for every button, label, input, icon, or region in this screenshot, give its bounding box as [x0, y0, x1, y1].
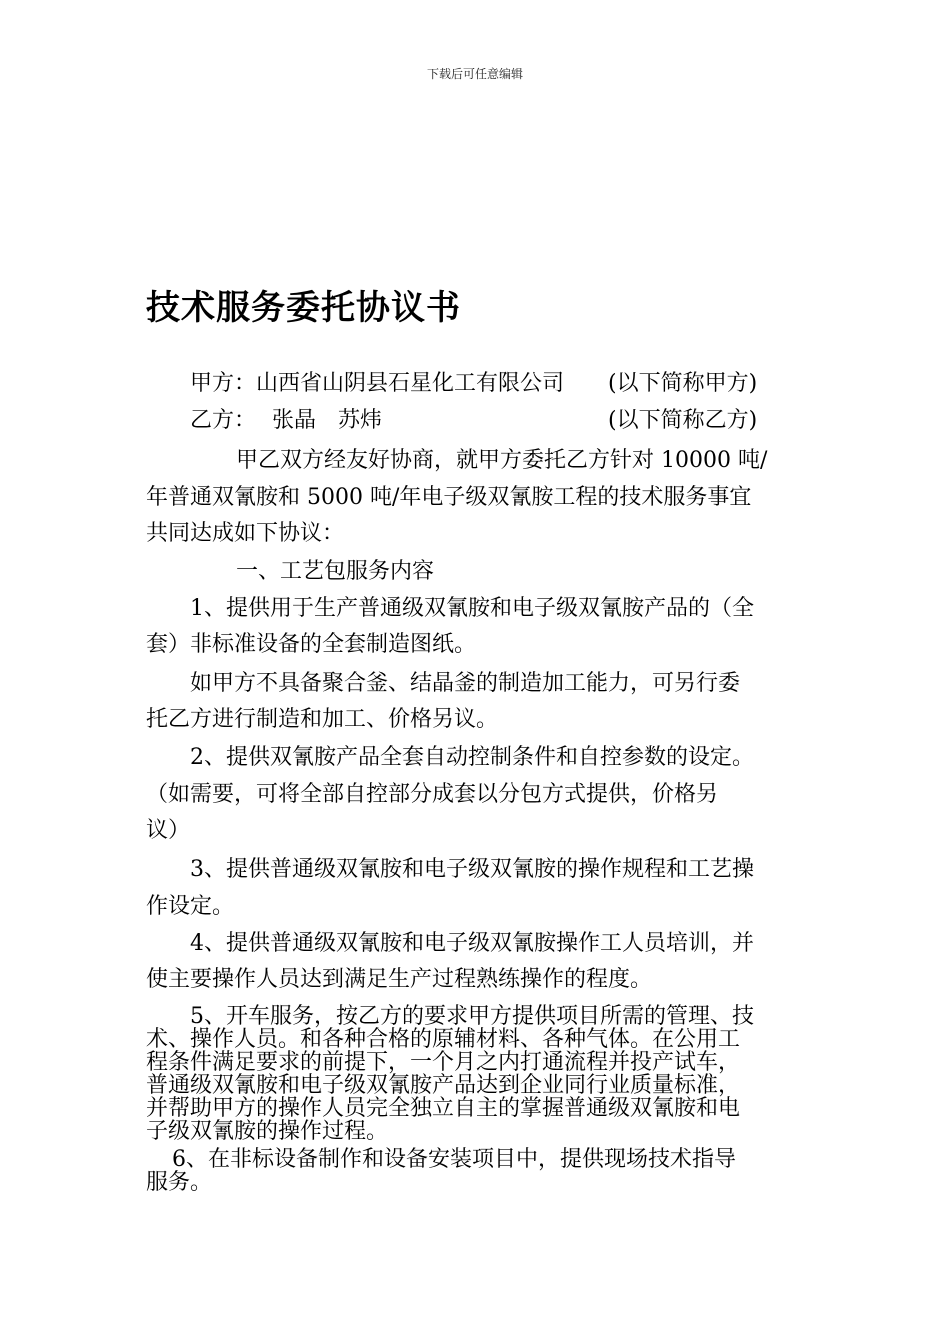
- party-b-label: 乙方：: [190, 408, 257, 433]
- item-1-line: 套）非标准设备的全套制造图纸。: [146, 632, 477, 657]
- item-5-line: 并帮助甲方的操作人员完全独立自主的掌握普通级双氰胺和电: [146, 1096, 741, 1121]
- item-4-line: 4、提供普通级双氰胺和电子级双氰胺操作工人员培训，并: [190, 931, 754, 956]
- item-2-line: （如需要，可将全部自控部分成套以分包方式提供，价格另: [146, 782, 719, 807]
- item-5-line: 程条件满足要求的前提下，一个月之内打通流程并投产试车，: [146, 1050, 741, 1075]
- item-5-line: 普通级双氰胺和电子级双氰胺产品达到企业同行业质量标准，: [146, 1073, 741, 1098]
- section-1-heading: 一、工艺包服务内容: [236, 559, 435, 584]
- item-6-line: 6、在非标设备制作和设备安装项目中，提供现场技术指导: [172, 1147, 736, 1172]
- item-2-line: 2、提供双氰胺产品全套自动控制条件和自控参数的设定。: [190, 745, 754, 770]
- intro-line: 甲乙双方经友好协商，就甲方委托乙方针对 10000 吨/: [236, 448, 768, 473]
- document-title: 技术服务委托协议书: [146, 288, 461, 328]
- item-5-line: 5、开车服务，按乙方的要求甲方提供项目所需的管理、技: [190, 1004, 754, 1029]
- party-b-alias: (以下简称乙方): [608, 408, 758, 433]
- item-1-line: 1、提供用于生产普通级双氰胺和电子级双氰胺产品的（全: [190, 596, 754, 621]
- item-1-note-line: 如甲方不具备聚合釜、结晶釜的制造加工能力，可另行委: [190, 671, 741, 696]
- item-1-note-line: 托乙方进行制造和加工、价格另议。: [146, 707, 499, 732]
- item-3-line: 作设定。: [146, 894, 235, 919]
- item-6-line: 服务。: [146, 1170, 213, 1195]
- header-watermark: 下载后可任意编辑: [426, 67, 523, 81]
- party-b-names: 张晶 苏炜: [272, 408, 383, 433]
- intro-line: 共同达成如下协议：: [146, 521, 345, 546]
- party-a-alias: (以下简称甲方): [608, 371, 758, 396]
- item-4-line: 使主要操作人员达到满足生产过程熟练操作的程度。: [146, 967, 653, 992]
- item-3-line: 3、提供普通级双氰胺和电子级双氰胺的操作规程和工艺操: [190, 857, 754, 882]
- intro-line: 年普通双氰胺和 5000 吨/年电子级双氰胺工程的技术服务事宜: [146, 485, 752, 510]
- party-a: 甲方：山西省山阴县石星化工有限公司: [190, 371, 565, 396]
- item-2-line: 议）: [146, 818, 191, 843]
- item-5-line: 子级双氰胺的操作过程。: [146, 1119, 389, 1144]
- item-5-line: 术、操作人员。和各种合格的原辅材料、各种气体。在公用工: [146, 1027, 741, 1052]
